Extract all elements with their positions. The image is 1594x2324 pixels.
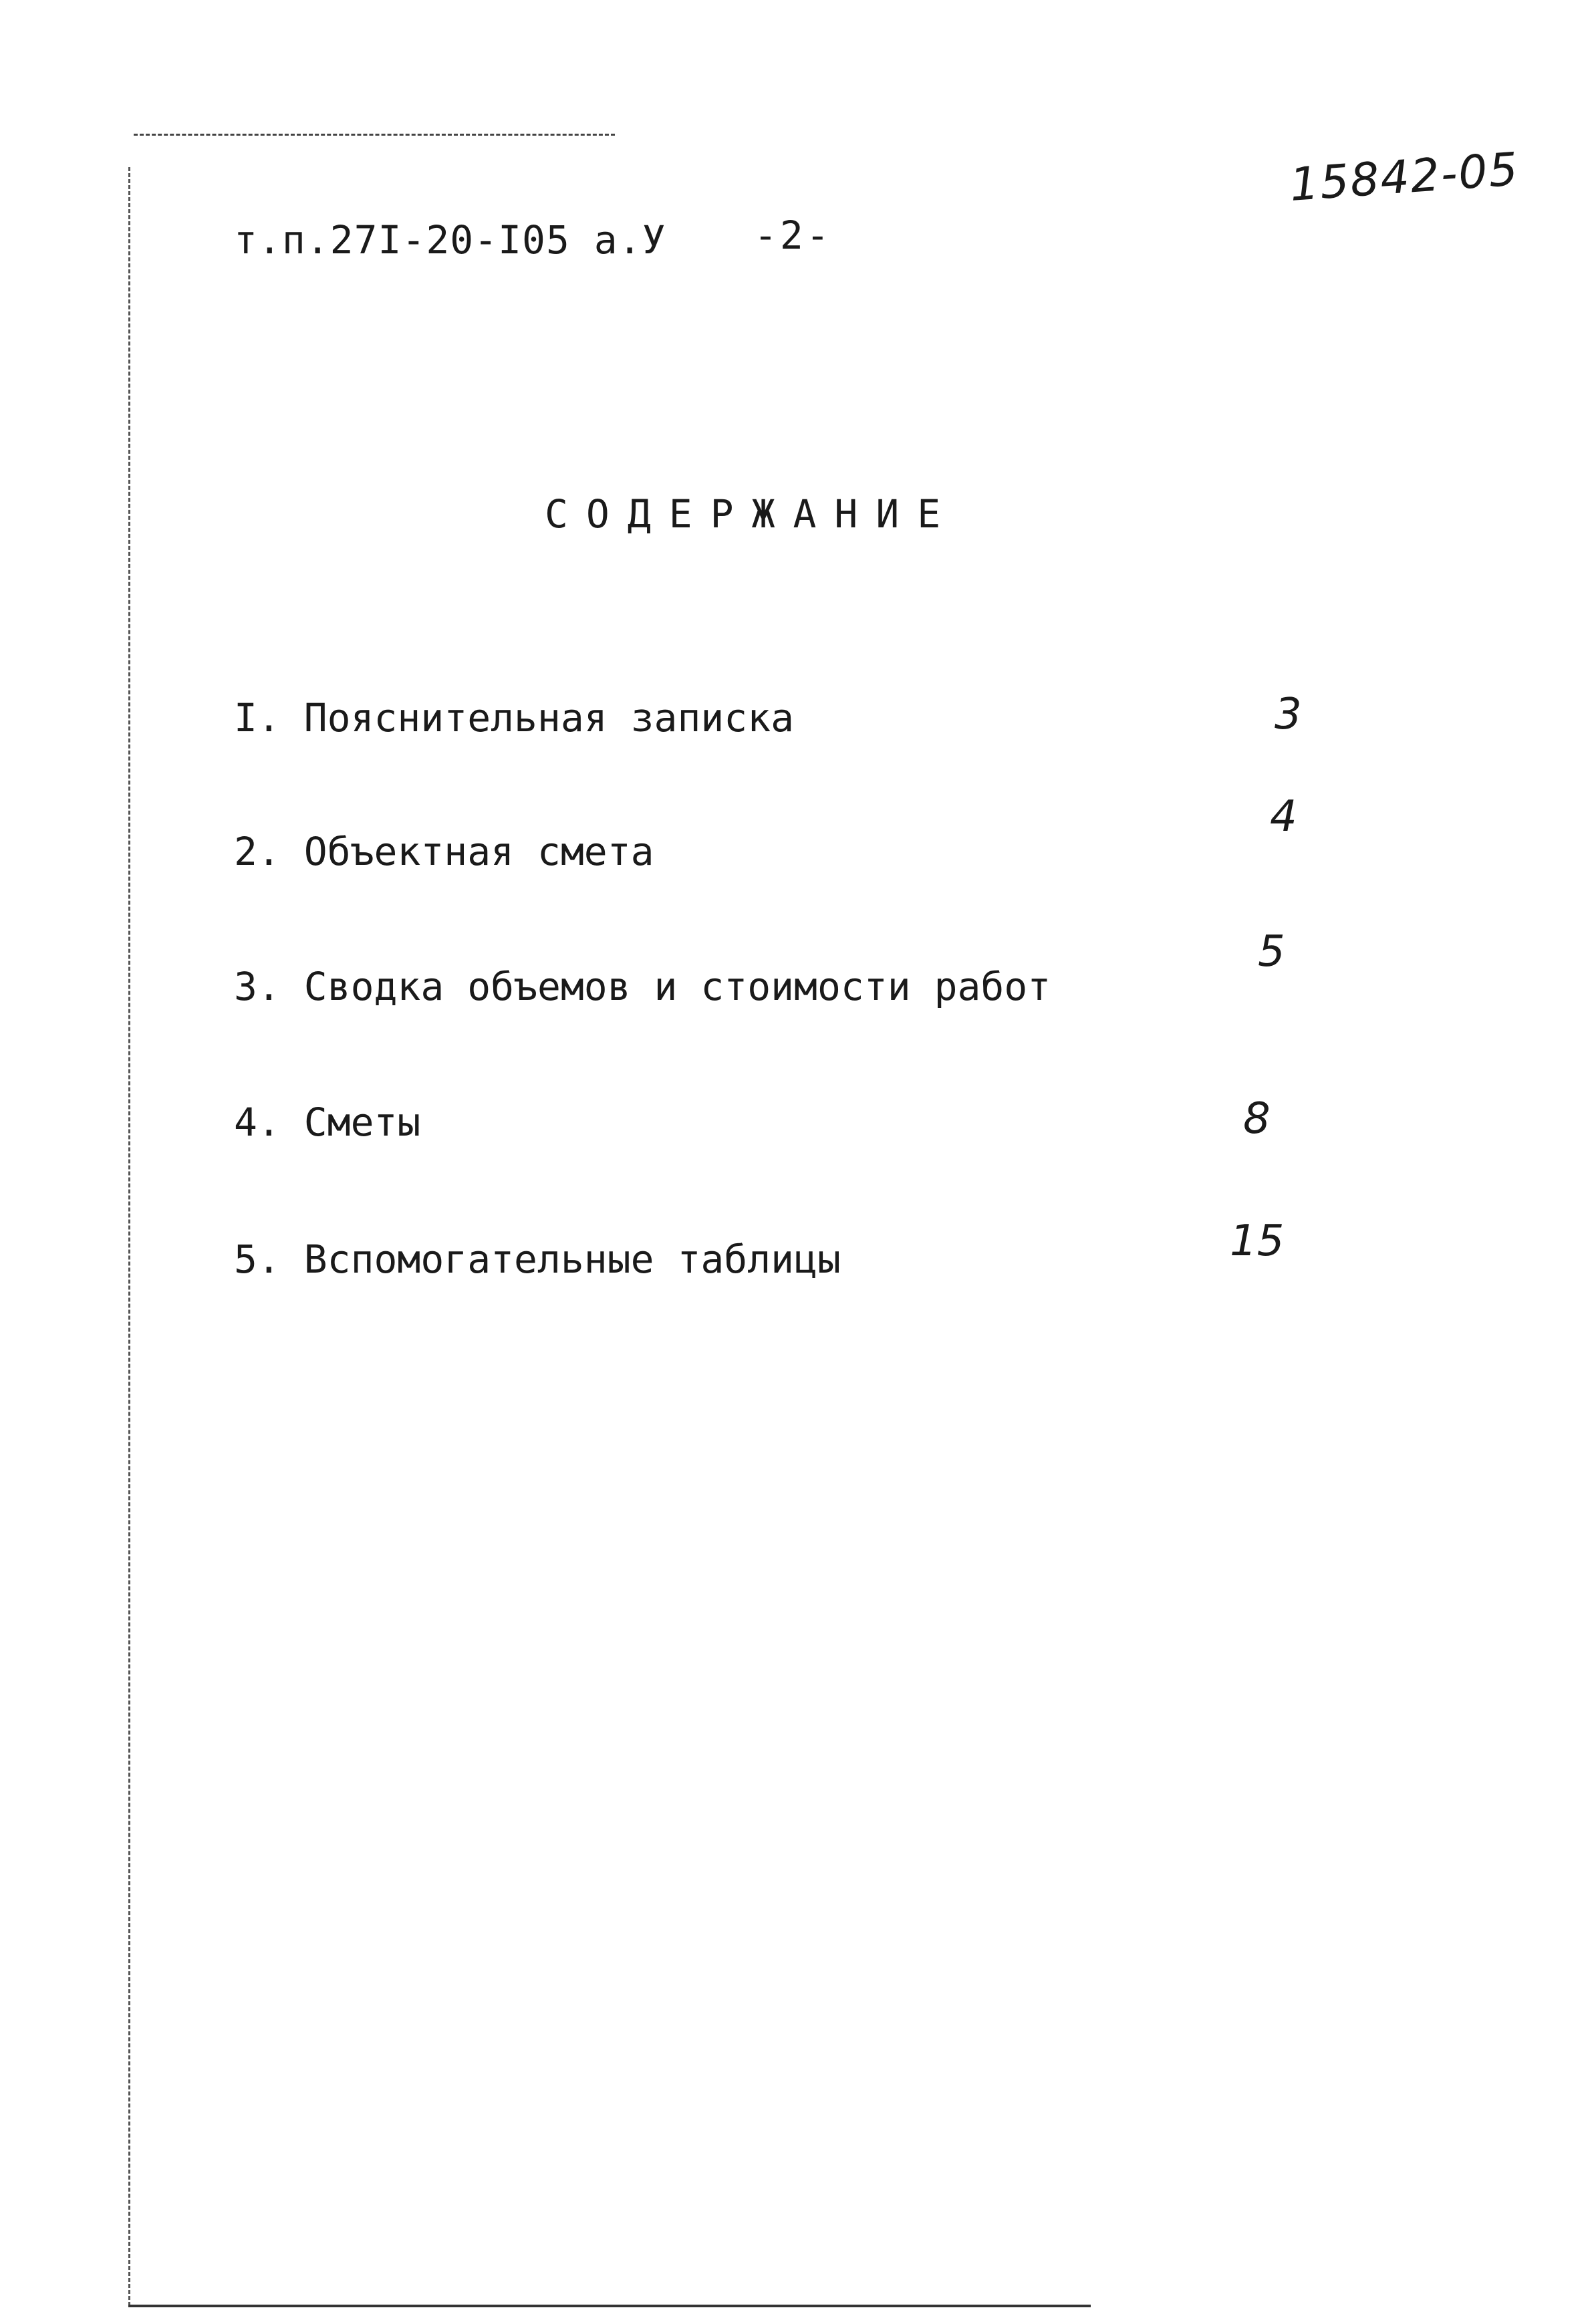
toc-title: СОДЕРЖАНИЕ bbox=[545, 491, 959, 537]
toc-item-page: 3 bbox=[1275, 690, 1302, 739]
toc-item-page: 5 bbox=[1258, 927, 1285, 977]
toc-item bbox=[234, 1094, 1370, 1153]
page-number: -2- bbox=[754, 213, 832, 258]
toc-item-page: 15 bbox=[1230, 1216, 1285, 1266]
document-code: т.п.27I-20-I05 а.У bbox=[234, 217, 666, 263]
archive-number: 15842-05 bbox=[1288, 143, 1521, 212]
toc-item-text: 4. Сметы bbox=[234, 1100, 421, 1145]
toc-item-page: 8 bbox=[1243, 1094, 1271, 1144]
toc-item-text: 3. Сводка объемов и стоимости работ bbox=[234, 964, 1051, 1009]
frame-top-line bbox=[134, 134, 615, 136]
toc-item-text: 2. Объектная смета bbox=[234, 829, 654, 874]
toc-item bbox=[234, 1216, 1370, 1290]
frame-bottom-line bbox=[128, 2305, 1091, 2307]
toc-item bbox=[234, 690, 1370, 749]
frame-left-line bbox=[128, 167, 130, 2306]
toc-item-text: 5. Вспомогательные таблицы bbox=[234, 1237, 841, 1282]
toc-item-page: 4 bbox=[1270, 792, 1297, 842]
toc-item bbox=[234, 927, 1370, 1017]
toc-item-text: I. Пояснительная записка bbox=[234, 695, 795, 741]
toc-item bbox=[234, 792, 1370, 882]
